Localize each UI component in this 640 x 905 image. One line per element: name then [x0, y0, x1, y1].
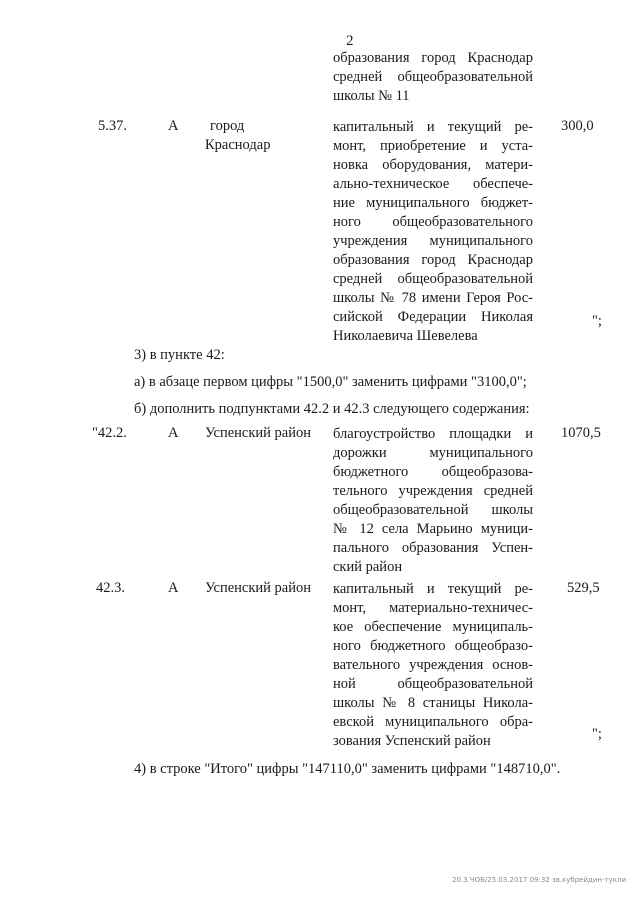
row-location: Краснодар	[205, 137, 271, 153]
row-amount: 529,5	[567, 580, 600, 596]
row-description-line: общеобразовательной школы	[333, 502, 533, 518]
row-description-line: учреждения муниципального	[333, 233, 533, 249]
row-number: 5.37.	[98, 118, 127, 134]
row-closing-quote: ";	[592, 726, 602, 742]
row-description-line: тельного учреждения средней	[333, 483, 533, 499]
row-number: "42.2.	[92, 425, 127, 441]
continuation-line: образования город Краснодар	[333, 50, 533, 66]
row-amount: 1070,5	[561, 425, 601, 441]
row-description-line: № 12 села Марьино муници-	[333, 521, 533, 537]
row-description-line: благоустройство площадки и	[333, 426, 533, 442]
row-description-line: пального образования Успен-	[333, 540, 533, 556]
row-description-line: монт, материально-техничес-	[333, 600, 533, 616]
continuation-line: средней общеобразовательной	[333, 69, 533, 85]
row-category: А	[168, 580, 179, 596]
row-description-line: вательного учреждения основ-	[333, 657, 533, 673]
row-description-line: сийской Федерации Николая	[333, 309, 533, 325]
row-description-line: школы № 78 имени Героя Рос-	[333, 290, 533, 306]
row-description-line: ние муниципального бюджет-	[333, 195, 533, 211]
page-number: 2	[346, 33, 354, 49]
row-description-line: ной общеобразовательной	[333, 676, 533, 692]
row-description-line: бюджетного общеобразова-	[333, 464, 533, 480]
row-description-line: монт, приобретение и уста-	[333, 138, 533, 154]
row-description-line: школы № 8 станицы Никола-	[333, 695, 533, 711]
row-description-line: евской муниципального обра-	[333, 714, 533, 730]
row-location: город	[210, 118, 245, 134]
row-location: Успенский район	[205, 580, 311, 596]
row-description-line: кое обеспечение муниципаль-	[333, 619, 533, 635]
row-number: 42.3.	[96, 580, 125, 596]
paragraph-item-3: 3) в пункте 42:	[134, 347, 225, 363]
row-description-line: новка оборудования, матери-	[333, 157, 533, 173]
row-category: А	[168, 425, 179, 441]
paragraph-item-a: а) в абзаце первом цифры "1500,0" заменить цифрами "3100,0";	[134, 374, 527, 390]
row-location: Успенский район	[205, 425, 311, 441]
row-description-line: средней общеобразовательной	[333, 271, 533, 287]
row-description-line: зования Успенский район	[333, 733, 491, 749]
row-description-line: капитальный и текущий ре-	[333, 581, 533, 597]
paragraph-item-b: б) дополнить подпунктами 42.2 и 42.3 следующего содержания:	[134, 401, 530, 417]
row-description-line: Николаевича Шевелева	[333, 328, 478, 344]
paragraph-item-4: 4) в строке "Итого" цифры "147110,0" заменить цифрами "148710,0".	[134, 761, 561, 777]
row-amount: 300,0	[561, 118, 594, 134]
row-description-line: дорожки муниципального	[333, 445, 533, 461]
row-description-line: капитальный и текущий ре-	[333, 119, 533, 135]
continuation-line: школы № 11	[333, 88, 410, 104]
row-description-line: ного общеобразовательного	[333, 214, 533, 230]
row-description-line: ально-техническое обеспече-	[333, 176, 533, 192]
row-description-line: ский район	[333, 559, 403, 575]
row-closing-quote: ";	[592, 313, 602, 329]
row-description-line: ного бюджетного общеобразо-	[333, 638, 533, 654]
row-description-line: образования город Краснодар	[333, 252, 533, 268]
footer-stamp: 20.3.ЧОБ/25.03.2017 09:32 зв.кубрейдин-тукли	[452, 876, 627, 884]
row-category: А	[168, 118, 179, 134]
